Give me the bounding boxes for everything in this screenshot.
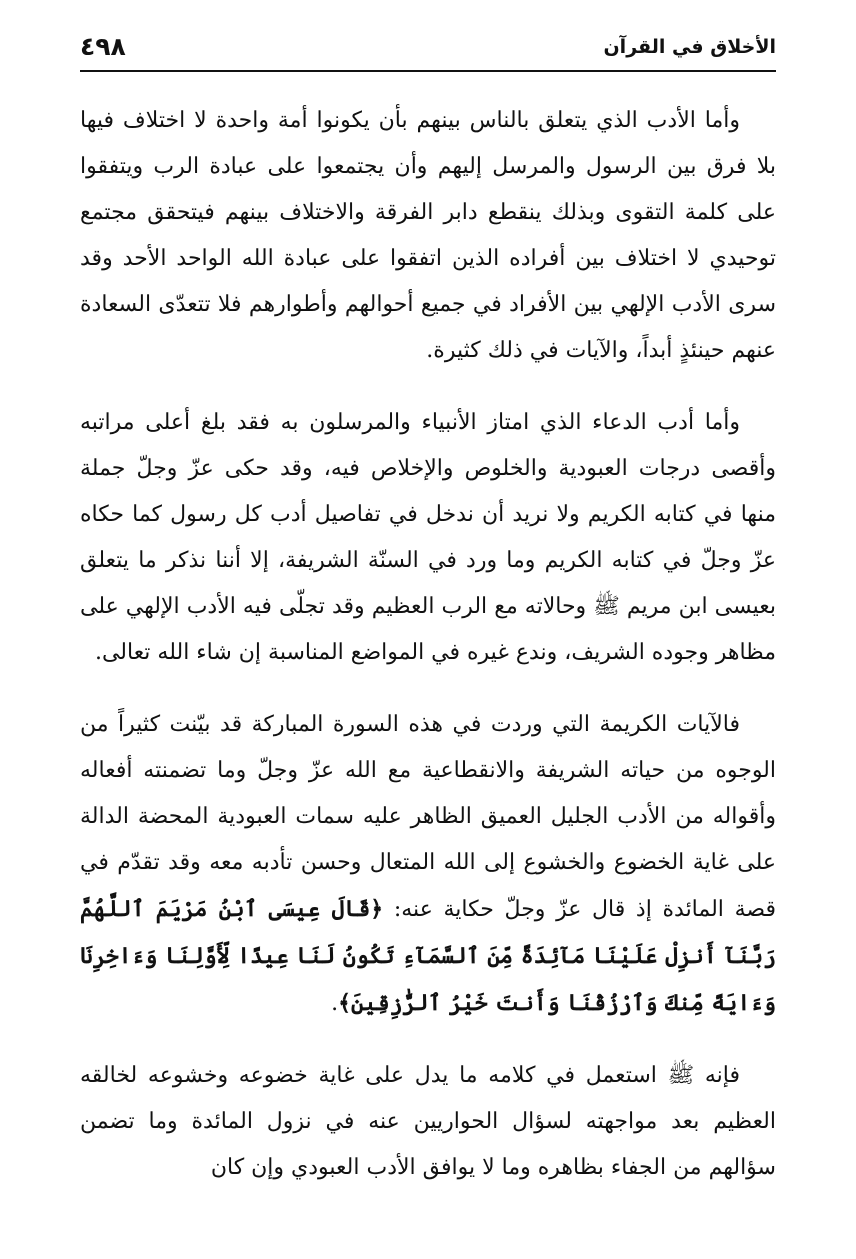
paragraph-2 [80, 400, 776, 676]
page-number: ٤٩٨ [80, 32, 126, 61]
paragraph-ending: . [331, 991, 339, 1016]
paragraph-1 [80, 98, 776, 374]
page-header [80, 32, 776, 72]
quran-verse-quote: ﴿قَالَ عِيسَى ٱبْنُ مَرْيَمَ ٱللَّهُمَّ رَبَّنَآ أَنزِلْ عَلَيْنَا مَآئِدَةً مِّنَ ٱلسَّمَآءِ تَكُونُ لَنَا عِيدًا لِّأَوَّلِنَا وَءَاخِرِنَا وَءَايَةً مِّنكَ وَٱرْزُقْنَا وَأَنتَ خَيْرُ ٱلرَّٰزِقِينَ﴾ [80, 896, 776, 1016]
paragraph-text: فالآيات الكريمة التي وردت في هذه السورة المباركة قد بيّنت كثيراً من الوجوه من حياته الشريفة والانقطاعية مع الله عزّ وجلّ وما تضمنته أفعاله وأقواله من الأدب الجليل العميق الظاهر عليه سمات العبودية المحضة الدالة على غاية الخضوع والخشوع إلى الله المتعال وحسن تأدبه معه وقد تقدّم في قصة المائدة إذ قال عزّ وجلّ حكاية عنه: [80, 712, 776, 922]
paragraph-text: وأما الأدب الذي يتعلق بالناس بينهم بأن يكونوا أمة واحدة لا اختلاف فيها بلا فرق بين الرسول والمرسل إليهم وأن يجتمعوا على عبادة الرب ويتفقوا على كلمة التقوى وبذلك ينقطع دابر الفرقة والاختلاف بينهم فيتحقق مجتمع توحيدي لا اختلاف بين أفراده الذين اتفقوا على عبادة الله الواحد الأحد وقد سرى الأدب الإلهي بين الأفراد في جميع أحوالهم وأطوارهم فلا تتعدّى السعادة عنهم حينئذٍ أبداً، والآيات في ذلك كثيرة. [80, 108, 776, 363]
running-title: الأخلاق في القرآن [603, 36, 776, 58]
paragraph-text: فإنه ﷺ استعمل في كلامه ما يدل على غاية خضوعه وخشوعه لخالقه العظيم بعد مواجهته لسؤال الحواريين عنه في نزول المائدة وما تضمن سؤالهم من الجفاء بظاهره وما لا يوافق الأدب العبودي وإن كان [80, 1063, 776, 1180]
paragraph-4 [80, 1053, 776, 1191]
body-text [80, 98, 776, 1217]
paragraph-text: وأما أدب الدعاء الذي امتاز الأنبياء والمرسلون به فقد بلغ أعلى مراتبه وأقصى درجات العبودية والخلوص والإخلاص فيه، وقد حكى عزّ وجلّ جملة منها في كتابه الكريم ولا نريد أن ندخل في تفاصيل أدب كل رسول كما حكاه عزّ وجلّ في كتابه الكريم وما ورد في السنّة الشريفة، إلا أننا نذكر ما يتعلق بعيسى ابن مريم ﷺ وحالاته مع الرب العظيم وقد تجلّى فيه الأدب الإلهي على مظاهر وجوده الشريف، وندع غيره في المواضع المناسبة إن شاء الله تعالى. [80, 410, 776, 665]
paragraph-3 [80, 702, 776, 1027]
